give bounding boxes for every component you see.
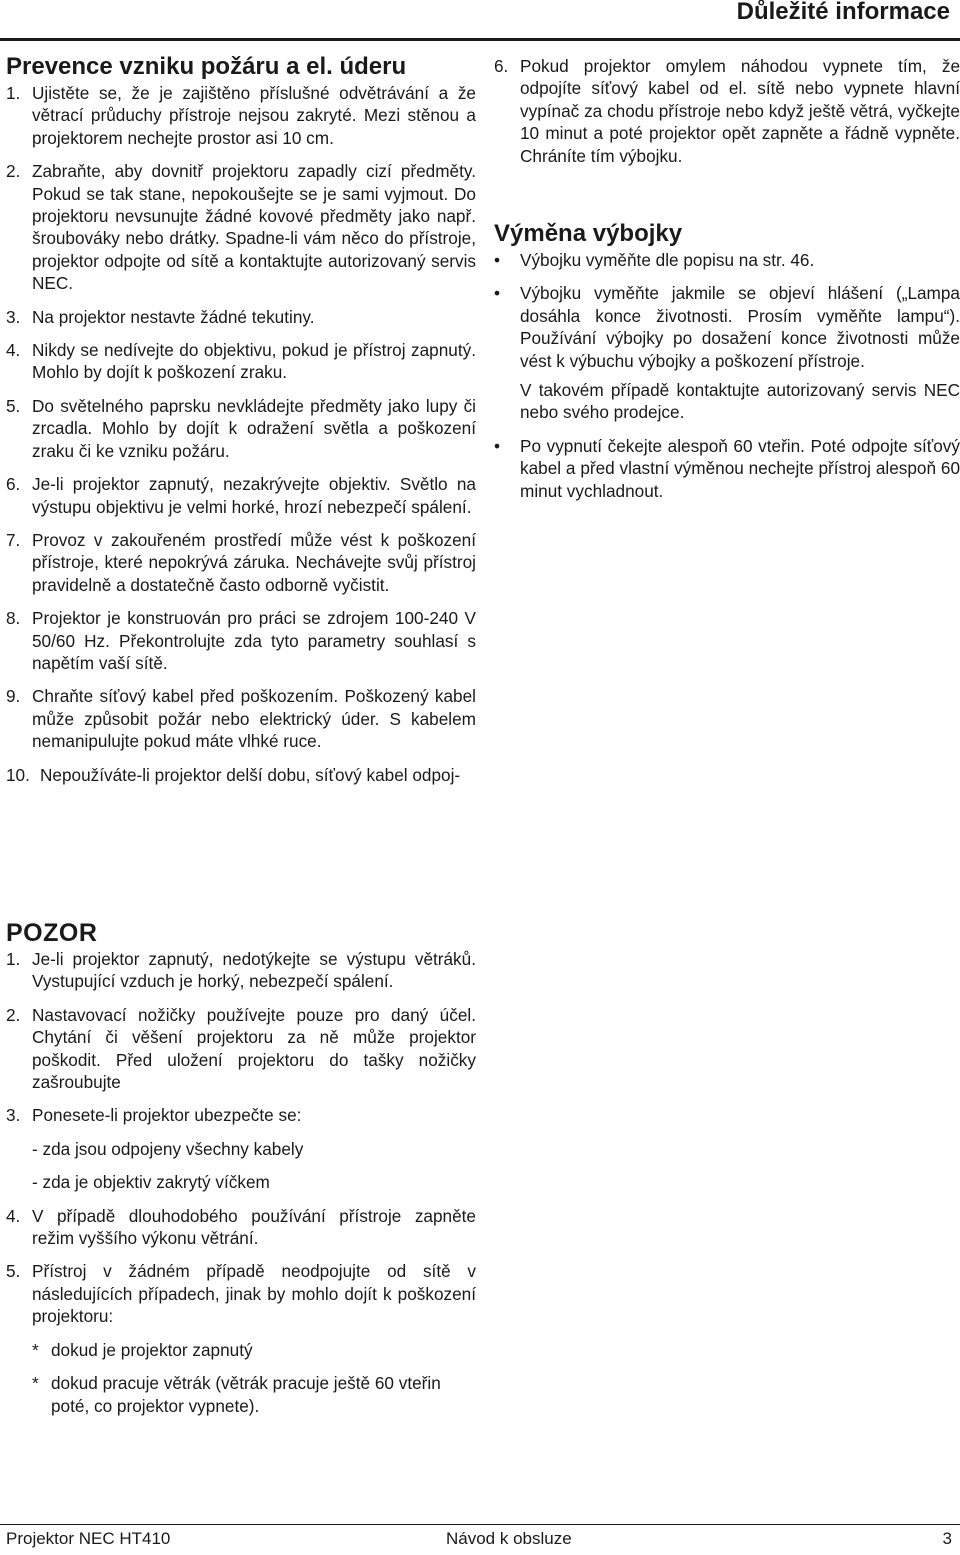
item-number: 5. [6,395,21,416]
item-number: 8. [6,608,21,629]
sub-item-text: dokud pracuje větrák (větrák pracuje ještě 60 vteřin poté, co projektor vypnete). [51,1373,441,1416]
item-text: V případě dlouhodobého používání přístroje zapněte režim vyššího výkonu větrání. [32,1205,476,1249]
item-text: Na projektor nestavte žádné tekutiny. [32,306,315,327]
list-item [6,607,476,674]
item-text: Pokud projektor omylem náhodou vypnete tím, že odpojíte síťový kabel od el. sítě nebo vypnete hlavní vypínač za chodu přístroje nebo když ještě větrá, vyčkejte 10 minut a poté projektor opět zapněte a řádně vypněte. Chráníte tím výbojku. [520,56,960,166]
item-number: 1. [6,949,21,969]
item-text: Je-li projektor zapnutý, nedotýkejte se výstupu větráků. Vystupující vzduch je horký, nebezpečí spálení. [32,949,476,992]
list-item [6,473,476,518]
item-number: 6. [494,56,509,76]
header-divider [0,38,960,41]
lamp-section-title: Výměna výbojky [494,220,683,248]
item-number: 4. [6,340,21,361]
bullet-text: Výbojku vyměňte dle popisu na str. 46. [520,250,815,271]
bullet-item [494,282,960,372]
item-number: 4. [6,1205,21,1226]
item-number: 6. [6,474,21,495]
list-item [6,764,476,786]
list-item [6,1205,476,1250]
page-header-title: Důležité informace [736,0,950,25]
footer-manual-title: Návod k obsluze [446,1529,572,1548]
list-item [6,1004,476,1094]
item-text: Chraňte síťový kabel před poškozením. Poškozený kabel může způsobit požár nebo elektrický úder. S kabelem nemanipulujte pokud máte vlhké ruce. [32,686,476,752]
item-number: 10. [6,764,30,785]
bullet-icon: • [494,435,501,456]
list-item [6,160,476,294]
asterisk-marker: * [32,1373,39,1394]
footer-product-name: Projektor NEC HT410 [6,1529,171,1548]
bullet-icon: • [494,283,501,304]
item-number: 5. [6,1261,21,1282]
item-text: Ujistěte se, že je zajištěno příslušné odvětrávání a že větrací průduchy přístroje nejsou zakryté. Mezi stěnou a projektorem nechejte prostor asi 10 cm. [32,83,476,148]
right-column [494,55,960,513]
item-text: Projektor je konstruován pro práci se zdrojem 100-240 V 50/60 Hz. Překontrolujte zda tyto parametry souhlasí s napětím vaší sítě. [32,608,476,673]
list-item [6,1104,476,1126]
item-text: Nikdy se nedívejte do objektivu, pokud je přístroj zapnutý. Mohlo by dojít k poškození zraku. [32,340,476,383]
item-number: 1. [6,83,21,103]
footer-divider [0,1524,960,1525]
list-item [6,395,476,462]
item-text: Nepoužíváte-li projektor delší dobu, síťový kabel odpoj- [40,764,461,785]
sub-list-item [32,1339,476,1361]
list-item [494,55,960,167]
item-text: Přístroj v žádném případě neodpojujte od sítě v následujících případech, jinak by mohlo dojít k poškození projektoru: [32,1261,476,1327]
bullet-item [494,435,960,502]
bullet-item [494,249,960,271]
fire-section-title: Prevence vzniku požáru a el. úderu [6,53,407,80]
sub-list-item [32,1372,476,1417]
item-text: Je-li projektor zapnutý, nezakrývejte objektiv. Světlo na výstupu objektivu je velmi horké, hrozí nebezpečí spálení. [32,474,476,517]
sub-list-item: - zda jsou odpojeny všechny kabely [32,1138,304,1159]
item-number: 2. [6,1004,21,1025]
item-text: Ponesete-li projektor ubezpečte se: [32,1105,302,1126]
list-item [6,1260,476,1327]
list-item [6,529,476,596]
item-text: Do světelného paprsku nevkládejte předměty jako lupy či zrcadla. Mohlo by dojít k odražení světla a poškození zraku či ke vzniku požáru. [32,395,476,461]
item-number: 9. [6,686,21,707]
caution-section [6,919,476,1428]
bullet-continuation-text: V takovém případě kontaktujte autorizovaný servis NEC nebo svého prodejce. [520,380,960,423]
list-item [6,306,476,328]
list-item [6,948,476,993]
caution-section-title: POZOR [6,919,98,947]
item-text: Zabraňte, aby dovnitř projektoru zapadly cizí předměty. Pokud se tak stane, nepokoušejte se je sami vyjmout. Do projektoru nevsunujte žádné kovové předměty jako např. šroubováky nebo drátky. Spadne-li vám něco do přístroje, projektor odpojte od sítě a kontaktujte autorizovaný servis NEC. [32,161,476,294]
sub-item-text: dokud je projektor zapnutý [51,1339,253,1360]
asterisk-marker: * [32,1339,39,1360]
bullet-text: Po vypnutí čekejte alespoň 60 vteřin. Poté odpojte síťový kabel a před vlastní výměnou nechejte přístroj alespoň 60 minut vychladnout. [520,435,960,501]
bullet-icon: • [494,250,501,271]
list-item [6,685,476,752]
item-number: 3. [6,1105,21,1126]
list-item [6,82,476,149]
item-number: 7. [6,529,21,550]
fire-prevention-section [6,53,476,797]
item-number: 2. [6,161,21,182]
item-number: 3. [6,306,21,327]
bullet-text: Výbojku vyměňte jakmile se objeví hlášení („Lampa dosáhla konce životnosti. Prosím vyměňte lampu“). Používání výbojky po dosažení konce životnosti může vést k výbuchu výbojky a poškození přístroje. [520,283,960,371]
sub-list-item: - zda je objektiv zakrytý víčkem [32,1172,270,1193]
item-text: Nastavovací nožičky používejte pouze pro daný účel. Chytání či věšení projektoru za ně může projektor poškodit. Před uložení projektoru do tašky nožičky zašroubujte [32,1004,476,1093]
list-item [6,339,476,384]
page-number: 3 [942,1529,952,1548]
item-text: Provoz v zakouřeném prostředí může vést k poškození přístroje, které nepokrývá záruka. Nechávejte svůj přístroj pravidelně a dostatečně často odborně vyčistit. [32,529,476,595]
